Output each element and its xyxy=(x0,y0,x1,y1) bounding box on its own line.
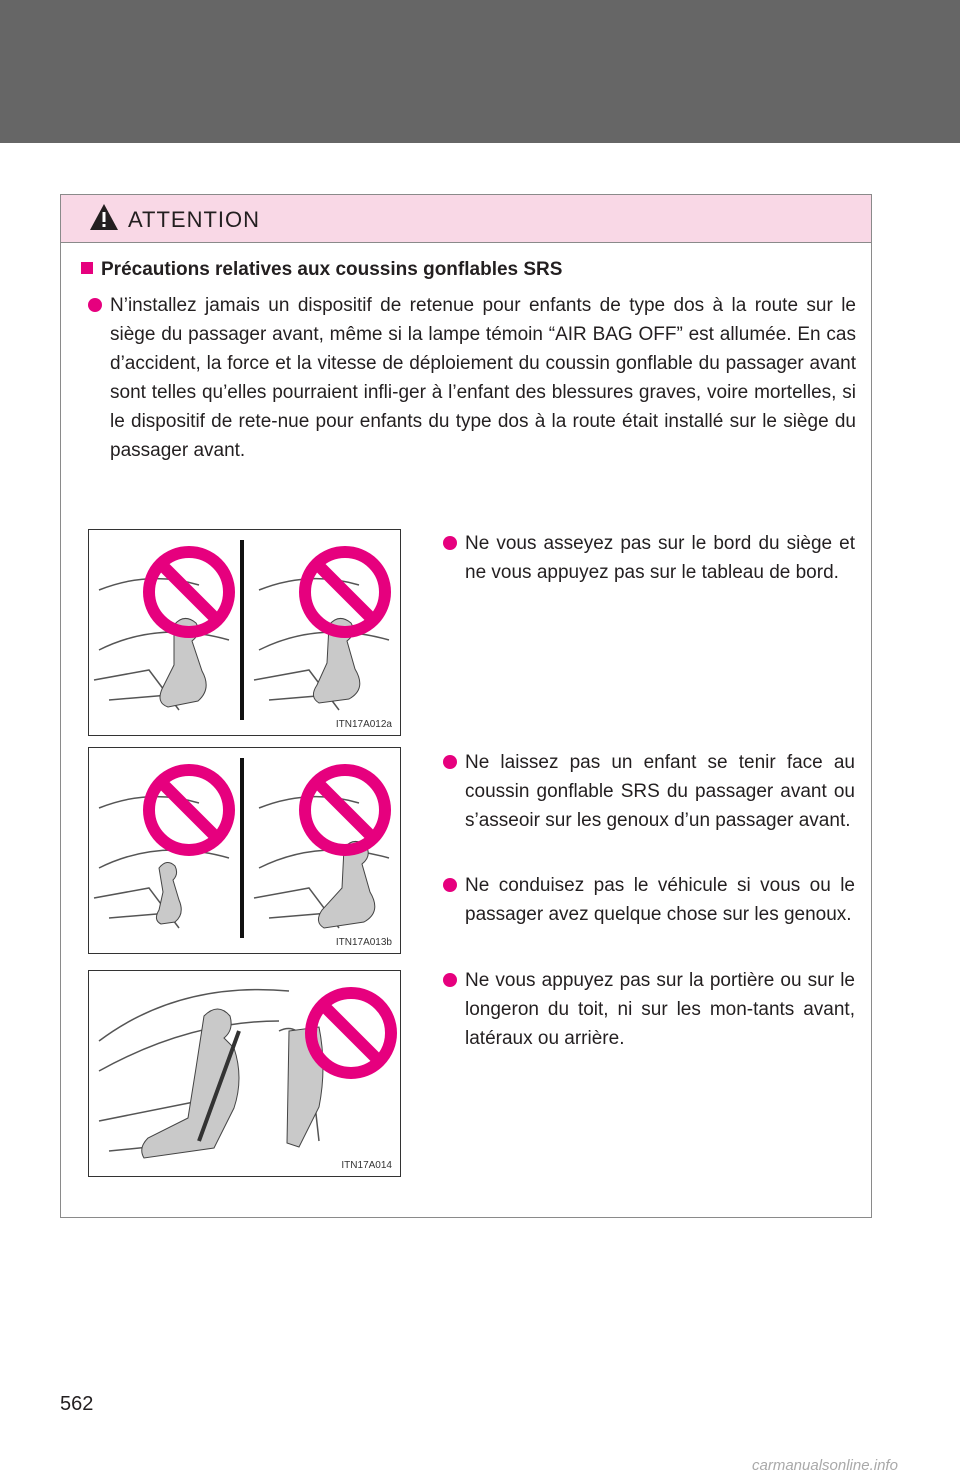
section-title xyxy=(81,259,562,281)
square-bullet-icon xyxy=(81,262,93,274)
bullet-item xyxy=(465,966,855,1053)
section-title-text: Précautions relatives aux coussins gonflables SRS xyxy=(101,259,563,280)
bullet-item xyxy=(465,748,855,835)
figure-code: ITN17A014 xyxy=(341,1160,392,1171)
top-band xyxy=(0,0,960,143)
warning-triangle-icon xyxy=(89,203,119,231)
bullet-dot-icon xyxy=(443,755,457,769)
figure-leaning-dashboard xyxy=(88,529,401,736)
figure-illustration xyxy=(89,530,400,735)
bullet-dot-icon xyxy=(88,298,102,312)
main-bullet xyxy=(110,291,856,465)
figure-illustration xyxy=(89,971,400,1176)
figure-code: ITN17A012a xyxy=(335,719,392,730)
figure-child-airbag xyxy=(88,747,401,954)
warning-box xyxy=(60,194,872,1218)
watermark[interactable]: carmanualsonline.info xyxy=(752,1457,898,1474)
bullet-item xyxy=(465,529,855,587)
warning-title: ATTENTION xyxy=(128,207,261,232)
bullet-dot-icon xyxy=(443,878,457,892)
warning-header xyxy=(61,195,871,243)
bullet-text: Ne vous appuyez pas sur la portière ou sur le longeron du toit, ni sur les mon-tants avant, latéraux ou arrière. xyxy=(465,970,855,1049)
page-number: 562 xyxy=(60,1393,94,1415)
bullet-dot-icon xyxy=(443,973,457,987)
figure-illustration xyxy=(89,748,400,953)
bullet-text: Ne vous asseyez pas sur le bord du siège et ne vous appuyez pas sur le tableau de bord. xyxy=(465,533,855,583)
bullet-item xyxy=(465,871,855,929)
bullet-dot-icon xyxy=(443,536,457,550)
figure-leaning-door xyxy=(88,970,401,1177)
bullet-text: Ne conduisez pas le véhicule si vous ou le passager avez quelque chose sur les genoux. xyxy=(465,875,855,925)
figure-code: ITN17A013b xyxy=(335,937,392,948)
main-bullet-text: N’installez jamais un dispositif de retenue pour enfants de type dos à la route sur le siège du passager avant, même si la lampe témoin “AIR BAG OFF” est allumée. En cas d’accident, la force et la vitesse de déploiement du coussin gonflable du passager avant sont telles qu’elles pourraient infli-ger à l’enfant des blessures graves, voire mortelles, si le dispositif de rete-nue pour enfants du type dos à la route était installé sur le siège du passager avant. xyxy=(110,295,856,461)
bullet-text: Ne laissez pas un enfant se tenir face au coussin gonflable SRS du passager avant ou s’asseoir sur les genoux d’un passager avant. xyxy=(465,752,855,831)
